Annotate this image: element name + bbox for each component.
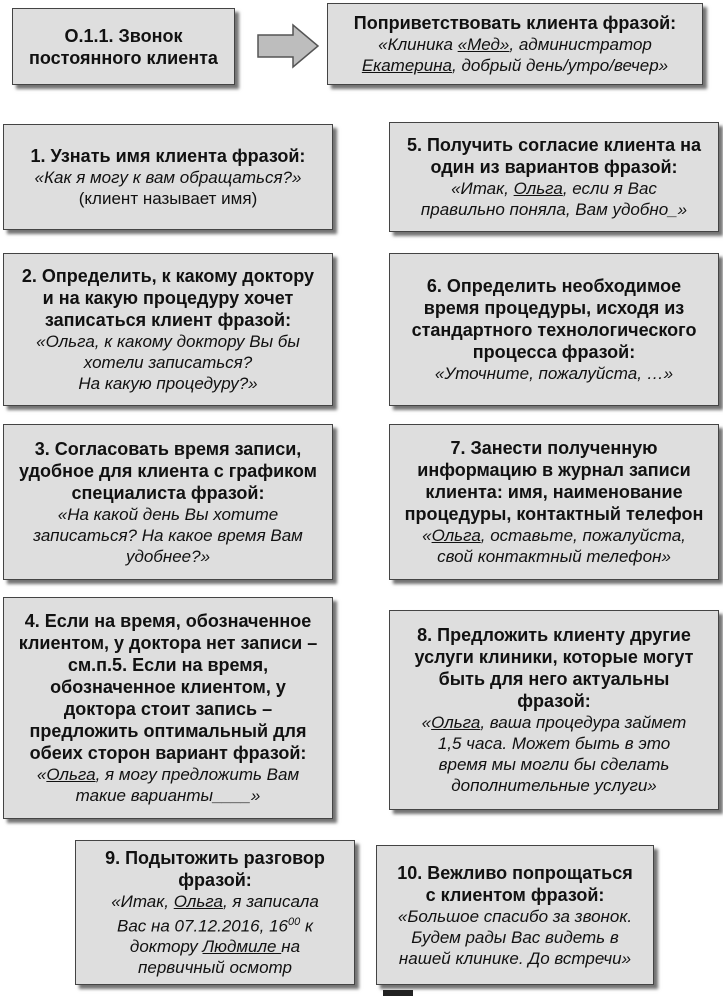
- step-4-title-7: обеих сторон вариант фразой:: [29, 743, 307, 763]
- step-4-title-6: предложить оптимальный для: [29, 721, 307, 741]
- step-6-box: [389, 253, 719, 406]
- step-10-title-1: 10. Вежливо попрощаться: [397, 862, 633, 883]
- step-2-quote-2: хотели записаться?: [83, 353, 253, 372]
- step-1-box: [3, 124, 333, 230]
- step-2-title-1: 2. Определить, к какому доктору: [21, 266, 315, 286]
- greeting-title: Поприветствовать клиента фразой:: [353, 13, 677, 33]
- greeting-box: [327, 3, 703, 85]
- step-4-title-5: доктора стоит запись –: [63, 699, 273, 719]
- step-7-quote-1: «Ольга, оставьте, пожалуйста,: [422, 526, 686, 545]
- step-5-quote-1: «Итак, Ольга, если я Вас: [451, 179, 657, 198]
- step-10-quote-1: «Большое спасибо за звонок.: [397, 906, 633, 926]
- step-9-title-1: 9. Подытожить разговор: [105, 847, 325, 868]
- step-4-quote-1: «Ольга, я могу предложить Вам: [36, 765, 300, 784]
- step-8-title-2: услуги клиники, которые могут: [414, 647, 694, 667]
- step-8-box: [389, 610, 719, 810]
- start-title-2: постоянного клиента: [29, 47, 218, 68]
- step-8-title-4: фразой:: [517, 691, 591, 711]
- step-6-title-4: процесса фразой:: [472, 342, 636, 362]
- step-2-quote-1: «Ольга, к какому доктору Вы бы: [36, 332, 300, 351]
- step-10-title-2: с клиентом фразой:: [425, 884, 605, 905]
- step-9-quote-3: доктору Людмиле на: [129, 937, 301, 957]
- step-4-box: [3, 597, 333, 819]
- greeting-quote-line-1: «Клиника «Мед», администратор: [378, 35, 652, 54]
- step-7-box: [389, 424, 719, 580]
- step-5-title-2: один из вариантов фразой:: [430, 157, 678, 177]
- step-8-quote-2: 1,5 часа. Может быть в это: [437, 734, 671, 753]
- greeting-quote-line-2: Екатерина, добрый день/утро/вечер»: [361, 56, 669, 75]
- step-6-quote: «Уточните, пожалуйста, …»: [434, 364, 674, 383]
- step-9-title-2: фразой:: [178, 869, 252, 890]
- edge-mark: [383, 990, 413, 996]
- right-arrow-icon: [255, 22, 321, 70]
- step-10-quote-3: нашей клинике. До встречи»: [398, 948, 632, 968]
- step-5-quote-2: правильно поняла, Вам удобно_»: [420, 200, 688, 219]
- step-7-title-4: процедуры, контактный телефон: [404, 504, 704, 524]
- start-box: [12, 8, 235, 85]
- step-3-title-2: удобное для клиента с графиком: [19, 460, 317, 481]
- step-9-box: [75, 840, 355, 985]
- step-9-quote-1: «Итак, Ольга, я записала: [111, 891, 319, 911]
- step-7-title-1: 7. Занести полученную: [450, 438, 658, 458]
- step-8-quote-1: «Ольга, ваша процедура займет: [421, 713, 687, 732]
- step-3-title-1: 3. Согласовать время записи,: [34, 438, 302, 459]
- step-4-title-2: клиентом, у доктора нет записи –: [18, 633, 318, 653]
- step-2-quote-3: На какую процедуру?»: [78, 374, 258, 393]
- step-8-quote-3: время мы могли бы сделать: [438, 755, 670, 774]
- start-title-1: О.1.1. Звонок: [64, 25, 183, 46]
- step-3-quote-2: записаться? На какое время Вам: [33, 525, 303, 545]
- step-4-title-1: 4. Если на время, обозначенное: [24, 611, 312, 631]
- step-4-title-4: обозначенное клиентом, у: [50, 677, 286, 697]
- step-5-box: [389, 122, 719, 232]
- step-6-title-2: время процедуры, исходя из: [423, 298, 685, 318]
- step-5-title-1: 5. Получить согласие клиента на: [406, 135, 701, 155]
- step-2-title-3: записаться клиент фразой:: [44, 310, 292, 330]
- step-1-title: 1. Узнать имя клиента фразой:: [30, 146, 306, 166]
- step-8-title-1: 8. Предложить клиенту другие: [417, 625, 691, 645]
- step-4-title-3: см.п.5. Если на время,: [67, 655, 269, 675]
- step-2-box: [3, 253, 333, 406]
- step-3-title-3: специалиста фразой:: [71, 482, 265, 503]
- step-8-title-3: быть для него актуальны: [438, 669, 670, 689]
- step-10-box: [376, 845, 654, 985]
- step-7-title-2: информацию в журнал записи: [417, 460, 691, 480]
- step-4-quote-2: такие варианты____»: [75, 786, 261, 805]
- step-10-quote-2: Будем рады Вас видеть в: [411, 927, 619, 947]
- step-3-quote-3: удобнее?»: [125, 546, 211, 566]
- step-6-title-1: 6. Определить необходимое: [426, 276, 682, 296]
- step-3-quote-1: «На какой день Вы хотите: [57, 504, 279, 524]
- step-7-quote-2: свой контактный телефон»: [437, 547, 671, 566]
- step-2-title-2: и на какую процедуру хочет: [42, 288, 294, 308]
- step-9-quote-2: Вас на 07.12.2016, $16^{00}$ к: [117, 915, 313, 936]
- step-1-quote: «Как я могу к вам обращаться?»: [34, 168, 302, 187]
- step-1-note: (клиент называет имя): [78, 189, 258, 208]
- step-8-quote-4: дополнительные услуги»: [451, 776, 657, 795]
- step-3-box: [3, 424, 333, 580]
- step-7-title-3: клиента: имя, наименование: [425, 482, 683, 502]
- step-9-quote-4: первичный осмотр: [138, 958, 292, 978]
- step-6-title-3: стандартного технологического: [411, 320, 697, 340]
